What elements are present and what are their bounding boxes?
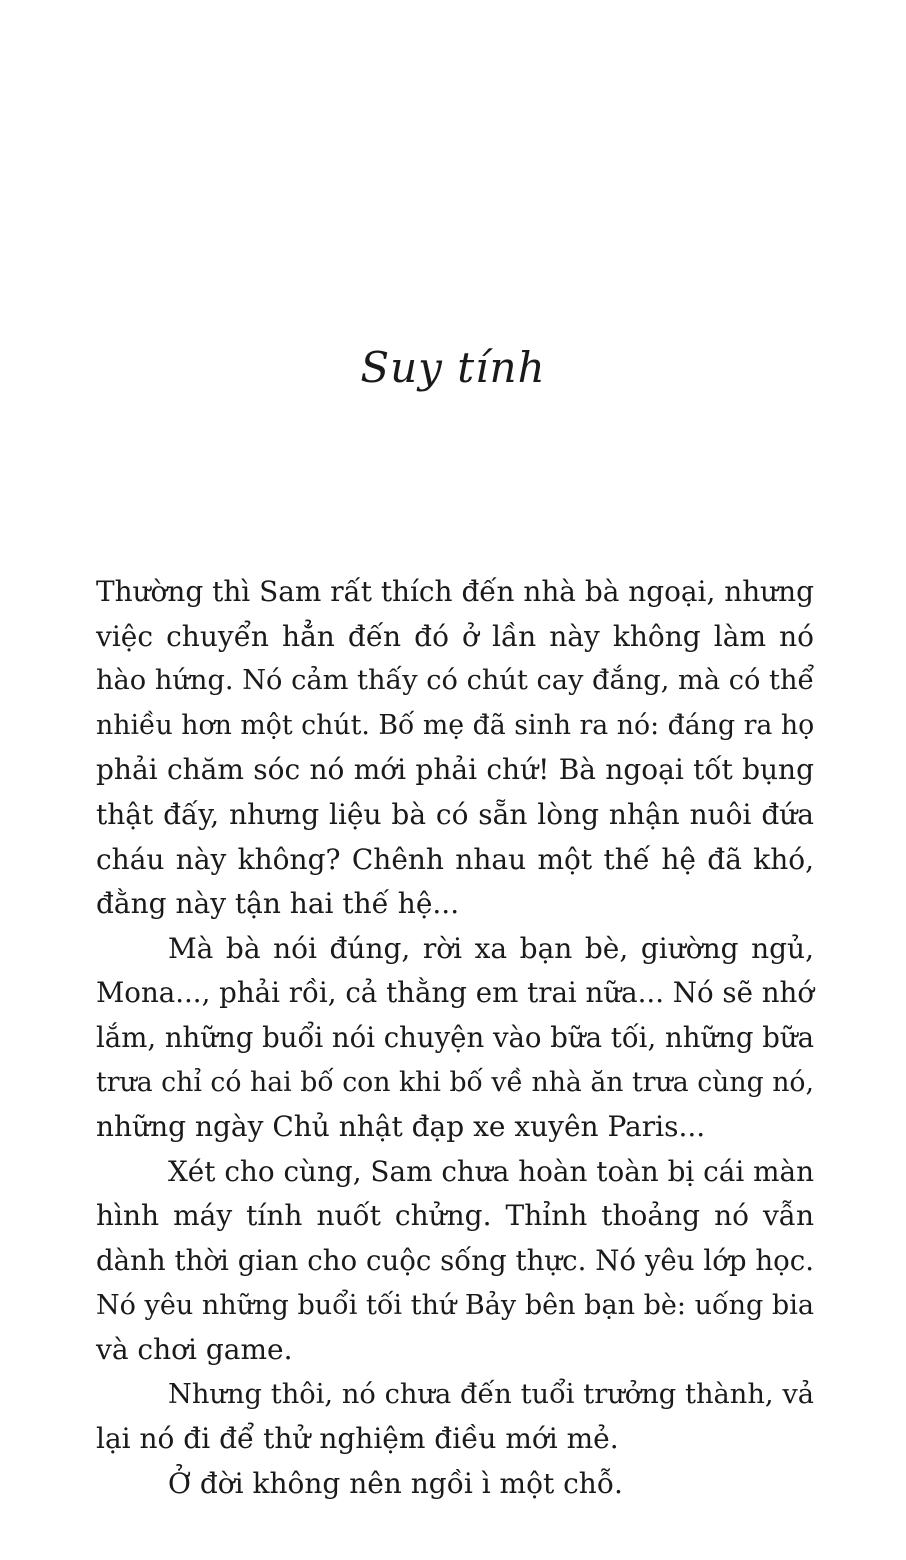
text-line: Nhưng thôi, nó chưa đến tuổi trưởng thành, vả <box>168 1378 814 1410</box>
text-line: lắm, những buổi nói chuyện vào bữa tối, những bữa <box>96 1021 815 1054</box>
paragraph-1 <box>96 570 814 927</box>
text-line: Ở đời không nên ngồi ì một chỗ. <box>168 1466 623 1500</box>
text-line: trưa chỉ có hai bố con khi bố về nhà ăn trưa cùng nó, <box>96 1066 814 1098</box>
text-line: hào hứng. Nó cảm thấy có chút cay đắng, mà có thể <box>96 665 815 697</box>
text-line: và chơi game. <box>96 1333 293 1367</box>
paragraph-4 <box>96 1373 814 1462</box>
text-line: lại nó đi để thử nghiệm điều mới mẻ. <box>96 1422 619 1456</box>
text-line: hình máy tính nuốt chửng. Thỉnh thoảng nó vẫn <box>96 1199 814 1233</box>
text-line: Mona..., phải rồi, cả thằng em trai nữa... Nó sẽ nhớ <box>96 976 814 1010</box>
text-line: Xét cho cùng, Sam chưa hoàn toàn bị cái màn <box>168 1154 814 1188</box>
text-line: nhiều hơn một chút. Bố mẹ đã sinh ra nó: đáng ra họ <box>96 709 815 741</box>
text-line: thật đấy, nhưng liệu bà có sẵn lòng nhận nuôi đứa <box>96 797 814 831</box>
text-line: dành thời gian cho cuộc sống thực. Nó yêu lớp học. <box>96 1243 814 1277</box>
chapter-body <box>96 570 814 1506</box>
text-line: cháu này không? Chênh nhau một thế hệ đã khó, <box>96 842 814 876</box>
text-line: Thường thì Sam rất thích đến nhà bà ngoại, nhưng <box>96 575 814 608</box>
text-line: việc chuyển hẳn đến đó ở lần này không làm nó <box>96 619 814 653</box>
text-line: phải chăm sóc nó mới phải chứ! Bà ngoại tốt bụng <box>96 753 814 787</box>
paragraph-2 <box>96 927 814 1150</box>
text-line: Nó yêu những buổi tối thứ Bảy bên bạn bè: uống bia <box>96 1289 815 1321</box>
text-line: Mà bà nói đúng, rời xa bạn bè, giường ngủ, <box>168 931 814 965</box>
text-line: đằng này tận hai thế hệ... <box>96 887 460 921</box>
paragraph-5 <box>96 1462 814 1507</box>
chapter-title: Suy tính <box>360 343 546 392</box>
text-line: những ngày Chủ nhật đạp xe xuyên Paris... <box>96 1110 706 1144</box>
paragraph-3 <box>96 1150 814 1373</box>
